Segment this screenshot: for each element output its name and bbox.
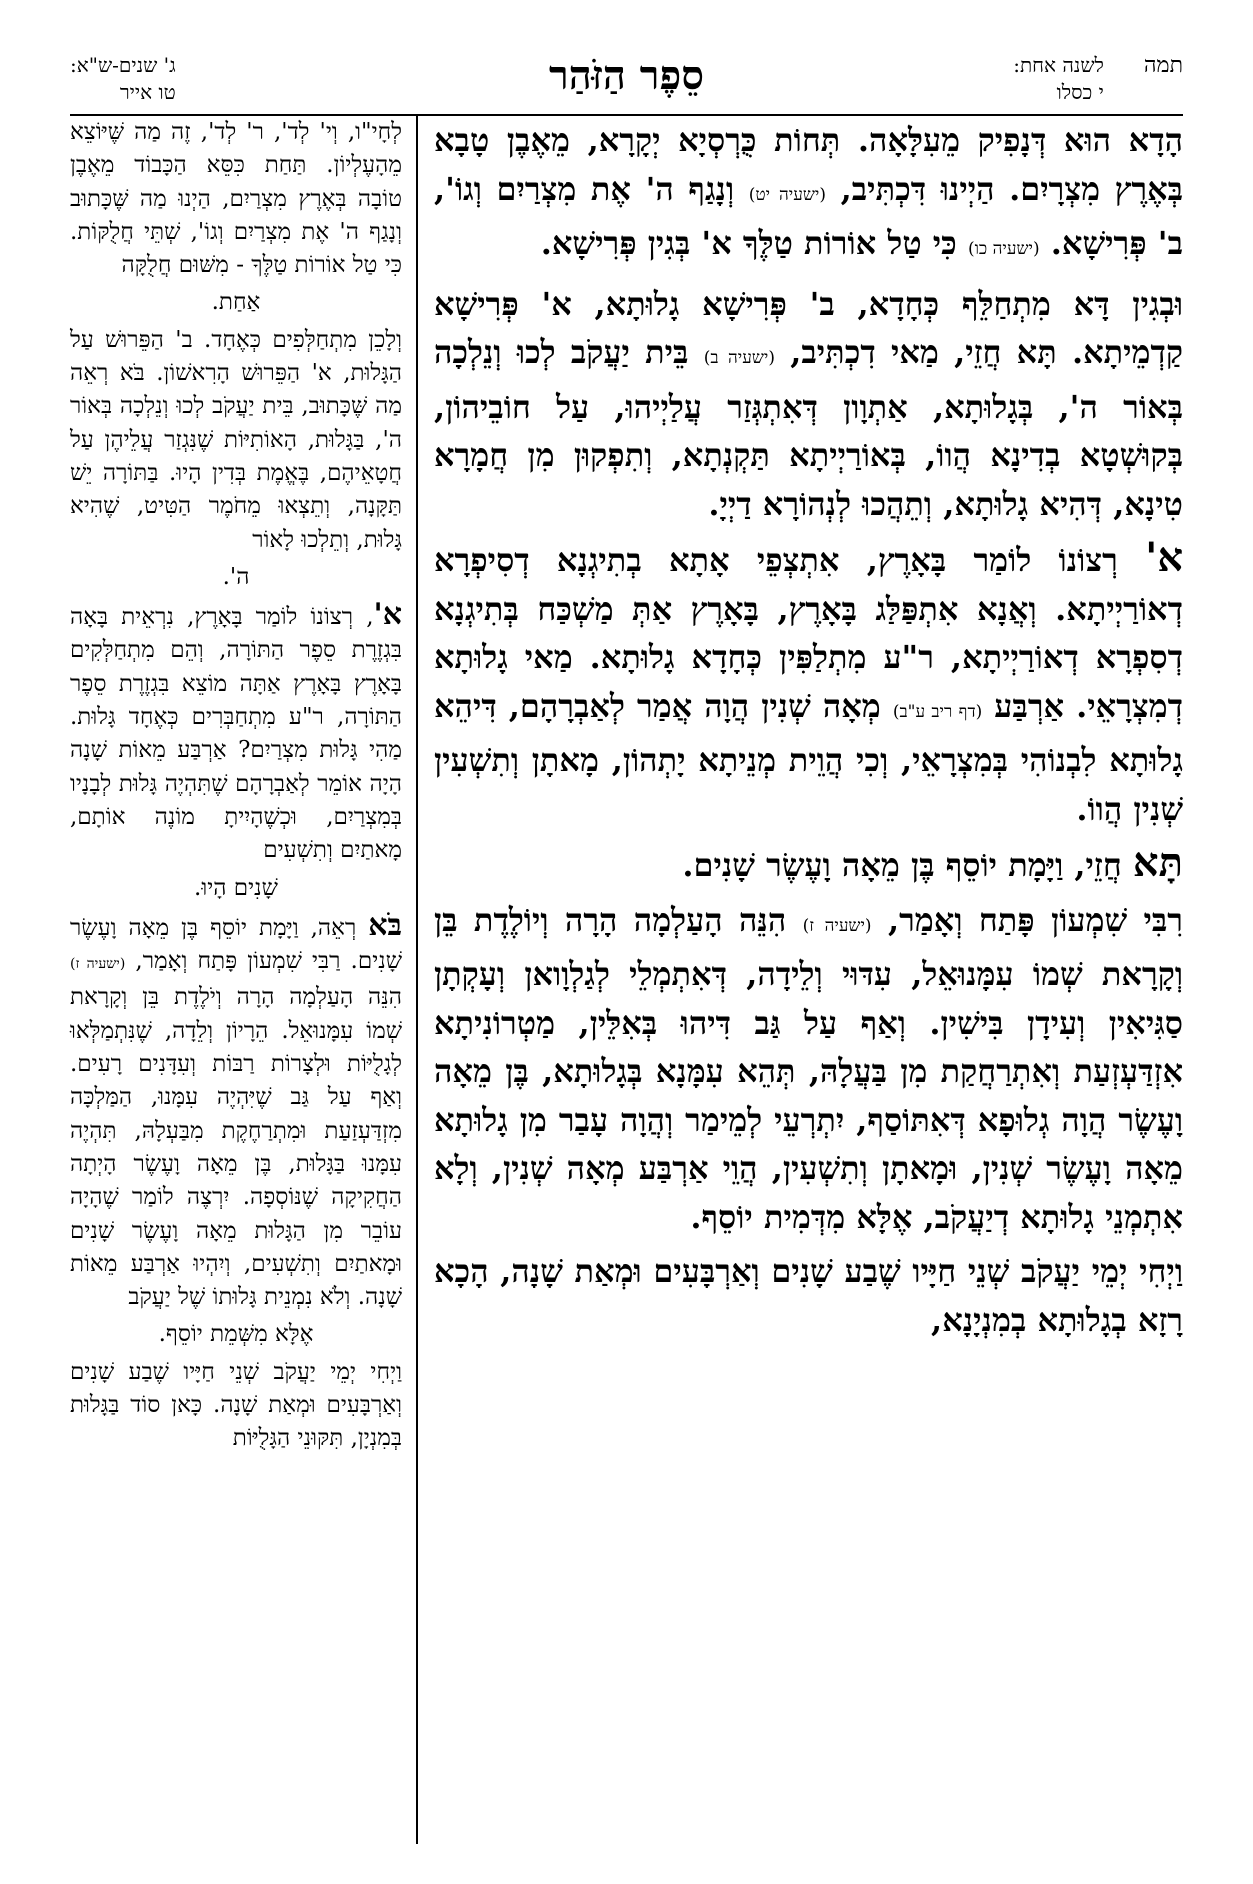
header-left-note xyxy=(70,52,176,106)
main-text: מְאָה שְׁנִין הֲוָה אֲמַר לְאַבְרָהָם, דִּיהֵא גָלוּתָא לִבְנוֹהִי בְּמִצְרָאֵי, וְכִי הֲוֵית מְנֵיתָא יָתְהוֹן, מָאתָן וְתִשְׁעִין שְׁנִין הֲווֹ. xyxy=(434,686,1183,828)
main-paragraph-1 xyxy=(434,116,1183,274)
folio-reference: (דף ריב ע"ב) xyxy=(892,701,983,722)
paragraph-lead-word: א' xyxy=(373,597,402,633)
main-text: חֲזֵי, וַיָּמָת יוֹסֵף בֶּן מֵאָה וָעֶשֶׂר שָׁנִים. xyxy=(682,846,1122,884)
translation-column xyxy=(70,116,416,1844)
page-number: תמה xyxy=(1143,53,1183,78)
main-text: בֵּית יַעֲקֹב לְכוּ וְנֵלְכָה בְּאוֹר ה', בְּגָלוּתָא, אַתְוָון דְּאִתְגְּזַר עֲלַיְיהוּ, עַל חוֹבֵיהוֹן, בְּקוּשְׁטָא בְדִינָא הֲווֹ, בְּאוֹרַיְיתָא תַּקְנְתָא, וְתִפְקוּן מִן חֲמָרָא טִינָא, דְּהִיא גָלוּתָא, וְתֵהֲכוּ לְנְהוֹרָא דַיְיָ. xyxy=(434,333,1184,523)
book-title: סֵפֶר הַזֹּהַר xyxy=(549,52,704,99)
column-divider xyxy=(416,116,418,1844)
main-text: וְנָגַף ה' אֶת מִצְרַיִם וְגוֹ', ב' פְּרִישָׁא. xyxy=(434,169,1183,262)
side-paragraph-3-end: שָׁנִים הָיוּ. xyxy=(194,874,278,901)
side-paragraph-1-end: אַחַת. xyxy=(211,289,261,316)
main-text: רִבִּי שִׁמְעוֹן פָּתַח וְאָמַר, xyxy=(887,900,1184,939)
page-header xyxy=(70,44,1183,116)
side-paragraph-2 xyxy=(70,324,402,557)
main-paragraph-5 xyxy=(434,896,1183,1242)
side-paragraph-3 xyxy=(70,598,402,867)
verse-reference: (ישעיה ז) xyxy=(70,956,126,973)
main-text: הִנֵּה הָעַלְמָה הָרָה וְיוֹלֶדֶת בֵּן וְקָרָאת שְׁמוֹ עִמָּנוּאֵל, עִדּוּי וְלֵידָה, דְּאִתְמְלֵי לְגַלְוָואן וְעָקְתָן סַגִּיאִין וְעִידָן בִּישִׁין. וְאַף עַל גַּב דִּיהוּ בְּאִלֵּין, מַטְרוֹנִיתָא אִזְדַּעְזְעַת וְאִתְרַחֲקַת מִן בַּעֲלָהּ, תְּהֵא עִמָּנָא בְּגָלוּתָא, בֶּן מֵאָה וָעֶשֶׂר הֲוָה גְלוּפָא דְּאִתּוֹסַף, יִתְרְעֵי לְמֵימַר וְהֲוָה עָבַר מִן גָלוּתָא מֵאָה וָעֶשֶׂר שְׁנִין, וּמָאתָן וְתִשְׁעִין, הֲוֵי אַרְבַּע מְאָה שְׁנִין, וְלָא אִתְמְנֵי גָלוּתָא דְיַעֲקֹב, אֶלָּא מִדְּמִית יוֹסֵף. xyxy=(434,900,1184,1236)
header-left-note-line1: ג' שנים-ש"א: xyxy=(70,53,176,77)
paragraph-lead-word: בֹּא xyxy=(368,907,402,943)
side-text: וַיְחִי יְמֵי יַעֲקֹב שְׁנֵי חַיָּיו שֶׁבַע שָׁנִים וְאַרְבָּעִים וּמְאַת שָׁנָה. כָּאן סוֹד בַּגָּלוּת בְּמִנְיָן, תִּקּוּנֵי הַגָּלֻיּוֹת xyxy=(70,1358,402,1452)
main-paragraph-2 xyxy=(434,280,1183,529)
side-paragraph-5 xyxy=(70,1356,402,1456)
main-paragraph-6 xyxy=(434,1247,1183,1344)
main-text: וּבְגִין דָּא מִתְחַלֵּף כְּחָדָא, ב' פְּרִישָׁא גָלוּתָא, א' פְּרִישָׁא קַדְמֵיתָא. תָּא חֲזֵי, מַאי דִכְתִּיב, xyxy=(434,284,1184,371)
verse-reference: (ישעיה ב) xyxy=(703,348,775,368)
verse-reference: (ישעיה ז) xyxy=(802,915,872,936)
paragraph-lead-word: תָּא xyxy=(1132,839,1183,886)
main-text: כִּי טַל אוֹרוֹת טַלֶּךָ א' בְּגִין פְּרִישָׁא. xyxy=(540,224,957,262)
side-text: וְלָכֵן מִתְחַלְּפִים כְּאֶחָד. ב' הַפֵּרוּשׁ עַל הַגָּלוּת, א' הַפֵּרוּשׁ הָרִאשׁוֹן. בֹּא רְאֵה מַה שֶּׁכָּתוּב, בֵּית יַעֲקֹב לְכוּ וְנֵלְכָה בְּאוֹר ה', בַּגָּלוּת, הָאוֹתִיּוֹת שֶׁנִּגְזַר עֲלֵיהֶן עַל חֲטָאֵיהֶם, בֶּאֱמֶת בְּדִין הָיוּ. בַּתּוֹרָה יֵשׁ תַּקָּנָה, וְתֵצְאוּ מֵחֹמֶר הַטִּיט, שֶׁהִיא גָּלוּת, וְתֵלְכוּ לָאוֹר xyxy=(70,326,402,553)
side-text: רְאֵה, וַיָּמָת יוֹסֵף בֶּן מֵאָה וָעֶשֶׂר שָׁנִים. רַבִּי שִׁמְעוֹן פָּתַח וְאָמַר, xyxy=(70,914,403,975)
verse-reference: (ישעיה יט) xyxy=(748,184,826,205)
header-left-note-line2: טו אייר xyxy=(119,80,176,104)
side-paragraph-4 xyxy=(70,909,402,1315)
main-text: רְצוֹנוֹ לוֹמַר בָּאָרֶץ, אִתְצְפֵי אָתָא בְתִיגְנָא דְסִיפְרָא דְאוֹרַיְיתָא. וְאֲנָא אִתְפַּלַּג בָּאָרֶץ, בָּאָרֶץ אַתְּ מַשְׁכַּח בְּתִיגְנָא דְסִפְרָא דְאוֹרַיְיתָא, ר"ע מִתְלַפִּין כְּחָדָא גָלוּתָא. מַאי גָלוּתָא דְמִצְרָאֵי. אַרְבַּע xyxy=(434,541,1184,725)
paragraph-lead-word: א' xyxy=(1145,534,1184,581)
main-text: וַיְחִי יְמֵי יַעֲקֹב שְׁנֵי חַיָּיו שֶׁבַע שָׁנִים וְאַרְבָּעִים וּמְאַת שָׁנָה, הָכָא רָזָא בְגָלוּתָא בְמִנְיָנָא, xyxy=(434,1252,1183,1339)
verse-reference: (ישעיה כו) xyxy=(967,239,1040,259)
header-right-note-line2: י כסלו xyxy=(1056,80,1104,104)
side-text: לְחָי"ו, וְי' לְד', ר' לְד', זֶה מַה שֶּׁיּוֹצֵא מֵהָעֶלְיוֹן. תַּחַת כִּסֵּא הַכָּבוֹד מֵאֶבֶן טוֹבָה בְּאֶרֶץ מִצְרַיִם, הַיְנוּ מַה שֶּׁכָּתוּב וְנָגַף ה' אֶת מִצְרַיִם וְגוֹ', שְׁתֵּי חֲלֻקּוֹת. כִּי טַל אוֹרוֹת טַלֶּךָ - מִשּׁוּם חֲלֻקָּה xyxy=(70,119,402,279)
side-text: , רְצוֹנוֹ לוֹמַר בָּאָרֶץ, נִרְאֵית בָּאָה בִּגְזֶרֶת סֵפֶר הַתּוֹרָה, וְהֵם מִתְחַלְּקִים בָּאָרֶץ בָּאָרֶץ אַתָּה מוֹצֵא בִּגְזֶרֶת סֵפֶר הַתּוֹרָה, ר"ע מִתְחַבְּרִים כְּאֶחָד גָּלוּת. מַהִי גָּלוּת מִצְרַיִם? אַרְבַּע מֵאוֹת שָׁנָה הָיָה אוֹמֵר לְאַבְרָהָם שֶׁתִּהְיֶה גָּלוּת לְבָנָיו בְּמִצְרַיִם, וּכְשֶׁהָיִיתָ מוֹנֶה אוֹתָם, מָאתַיִם וְתִשְׁעִים xyxy=(70,604,402,864)
side-text: הִנֵּה הָעַלְמָה הָרָה וְיֹלֶדֶת בֵּן וְקָרָאת שְׁמוֹ עִמָּנוּאֵל. הֵרָיוֹן וְלֵדָה, שֶׁנִּתְמַלְּאוּ לְגָלֻיּוֹת וּלְצָרוֹת רַבּוֹת וְעִדָּנִים רָעִים. וְאַף עַל גַּב שֶׁיִּהְיֶה עִמָּנוּ, הַמַּלְכָּה מִזְדַּעְזַעַת וּמִתְרַחֶקֶת מִבַּעְלָהּ, תִּהְיֶה עִמָּנוּ בַּגָּלוּת, בֶּן מֵאָה וָעֶשֶׂר הָיְתָה הַחֲקִיקָה שֶׁנּוֹסְפָה. יִרְצֶה לוֹמַר שֶׁהָיָה עוֹבֵר מִן הַגָּלוּת מֵאָה וָעֶשֶׂר שָׁנִים וּמָאתַיִם וְתִשְׁעִים, וְיִהְיוּ אַרְבַּע מֵאוֹת שָׁנָה. וְלֹא נִמְנֵית גָּלוּתוֹ שֶׁל יַעֲקֹב xyxy=(70,984,402,1311)
side-paragraph-1 xyxy=(70,116,402,282)
main-paragraph-3 xyxy=(434,534,1183,833)
side-paragraph-4-end: אֶלָּא מִשְּׁמֵת יוֹסֵף. xyxy=(158,1321,314,1348)
side-paragraph-2-end: ה'. xyxy=(222,563,250,590)
main-text: הָדָא הוּא דְּנָפִיק מֵעִלָּאָה. תְּחוֹת כֻּרְסְיָא יְקָרָא, מֵאֶבֶן טָבָא בְּאֶרֶץ מִצְרָיִם. הַיְינוּ דִּכְתִּיב, xyxy=(434,121,1184,208)
text-columns xyxy=(70,116,1183,1844)
main-text-column xyxy=(418,116,1183,1844)
main-paragraph-4 xyxy=(434,839,1183,890)
header-right-note-line1: לשנה אחת: xyxy=(1013,53,1104,77)
